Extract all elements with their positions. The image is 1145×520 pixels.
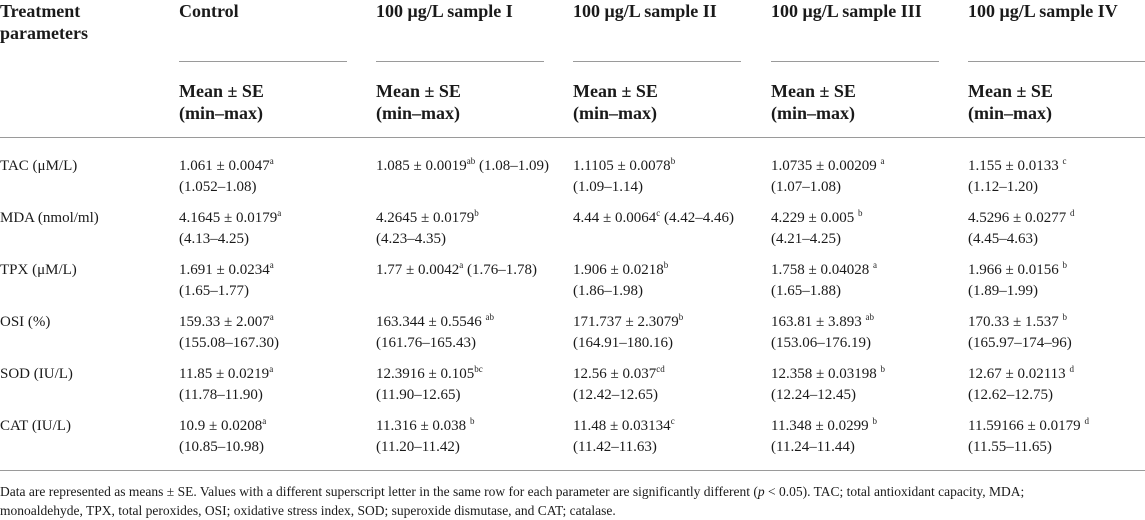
cell-mean: 12.67 ± 0.02113 (968, 366, 1070, 382)
table-cell (771, 208, 961, 250)
cell-mean: 1.906 ± 0.0218 (573, 262, 664, 278)
cell-superscript: b (663, 260, 669, 270)
cell-mean: 1.758 ± 0.04028 (771, 262, 873, 278)
group-underline (573, 61, 741, 62)
table-cell (771, 416, 961, 458)
cell-mean: 1.1105 ± 0.0078 (573, 158, 671, 174)
cell-range: (1.07–1.08) (771, 179, 841, 195)
cell-superscript: b (670, 156, 676, 166)
cell-mean: 4.2645 ± 0.0179 (376, 210, 475, 226)
table-cell (376, 208, 566, 250)
header-group-control: Control (179, 1, 239, 21)
cell-range: (11.20–11.42) (376, 439, 460, 455)
cell-superscript: b (857, 208, 863, 218)
cell-superscript: c (670, 416, 675, 426)
cell-superscript: d (1069, 364, 1074, 374)
table-cell (968, 312, 1145, 354)
cell-superscript: a (880, 156, 885, 166)
cell-range: (4.45–4.63) (968, 231, 1038, 247)
cell-range: (1.65–1.88) (771, 283, 841, 299)
cell-range: (12.42–12.65) (573, 387, 658, 403)
cell-range: (4.13–4.25) (179, 231, 249, 247)
cell-range: (11.78–11.90) (179, 387, 263, 403)
cell-range: (11.55–11.65) (968, 439, 1052, 455)
row-param-label: MDA (nmol/ml) (0, 210, 99, 226)
cell-range: (1.65–1.77) (179, 283, 249, 299)
row-param-label: TPX (μM/L) (0, 262, 77, 278)
cell-mean: 170.33 ± 1.537 (968, 314, 1063, 330)
table-cell (573, 364, 763, 406)
cell-superscript: cd (656, 364, 665, 374)
cell-mean: 12.3916 ± 0.105 (376, 366, 475, 382)
group-underline (968, 61, 1145, 62)
cell-superscript: a (277, 208, 282, 218)
cell-range: (12.24–12.45) (771, 387, 856, 403)
cell-range: (4.21–4.25) (771, 231, 841, 247)
cell-range: (1.12–1.20) (968, 179, 1038, 195)
cell-superscript: a (269, 156, 274, 166)
table-cell (179, 416, 369, 458)
cell-mean: 1.061 ± 0.0047 (179, 158, 270, 174)
cell-mean: 4.229 ± 0.005 (771, 210, 858, 226)
cell-superscript: a (269, 364, 274, 374)
header-group-sample-3: 100 μg/L sample III (771, 1, 922, 21)
row-param-label: TAC (μM/L) (0, 158, 78, 174)
cell-superscript: a (872, 260, 877, 270)
table-cell (573, 260, 763, 302)
table-cell (179, 312, 369, 354)
table-cell (771, 312, 961, 354)
cell-superscript: ab (485, 312, 494, 322)
cell-range: (155.08–167.30) (179, 335, 279, 351)
group-underline (376, 61, 544, 62)
cell-range: (164.91–180.16) (573, 335, 673, 351)
cell-range: (4.23–4.35) (376, 231, 446, 247)
group-underline (179, 61, 347, 62)
row-param-label: CAT (IU/L) (0, 418, 71, 434)
cell-mean: 12.358 ± 0.03198 (771, 366, 881, 382)
cell-superscript: ab (466, 156, 476, 166)
cell-superscript: a (269, 260, 274, 270)
table-cell (376, 416, 566, 458)
table-bottom-rule (0, 470, 1145, 471)
header-group-sample-1: 100 μg/L sample I (376, 1, 513, 21)
cell-mean: 163.81 ± 3.893 (771, 314, 866, 330)
cell-superscript: b (469, 416, 475, 426)
table-cell (573, 416, 763, 458)
cell-mean: 171.737 ± 2.3079 (573, 314, 679, 330)
header-rule (0, 137, 1145, 138)
cell-mean: 11.85 ± 0.0219 (179, 366, 270, 382)
table-cell (376, 312, 566, 354)
cell-superscript: c (656, 208, 661, 218)
cell-range: (165.97–174–96) (968, 335, 1072, 351)
cell-mean: 11.59166 ± 0.0179 (968, 418, 1085, 434)
table-cell (179, 156, 369, 198)
header-params: Treatment parameters (0, 1, 88, 43)
cell-superscript: b (1062, 312, 1067, 322)
cell-mean: 11.48 ± 0.03134 (573, 418, 671, 434)
cell-range: (153.06–176.19) (771, 335, 871, 351)
row-param-label: OSI (%) (0, 314, 51, 330)
cell-mean: 1.085 ± 0.0019 (376, 158, 467, 174)
table-cell (968, 260, 1145, 302)
cell-superscript: d (1084, 416, 1089, 426)
cell-mean: 4.1645 ± 0.0179 (179, 210, 278, 226)
cell-range: (4.42–4.46) (663, 210, 734, 226)
cell-mean: 12.56 ± 0.037 (573, 366, 657, 382)
cell-superscript: a (459, 260, 464, 270)
header-group-sample-2: 100 μg/L sample II (573, 1, 717, 21)
subheader-sample-1: Mean ± SE (min–max) (376, 81, 461, 123)
table-cell (179, 208, 369, 250)
table-cell (771, 260, 961, 302)
table-cell (376, 156, 566, 177)
subheader-sample-4: Mean ± SE (min–max) (968, 81, 1053, 123)
cell-mean: 1.77 ± 0.0042 (376, 262, 460, 278)
cell-range: (1.76–1.78) (466, 262, 537, 278)
cell-superscript: b (474, 208, 479, 218)
cell-range: (10.85–10.98) (179, 439, 264, 455)
subheader-control: Mean ± SE (min–max) (179, 81, 264, 123)
table-cell (179, 364, 369, 406)
table-cell (376, 364, 566, 406)
table-cell (573, 156, 763, 198)
cell-mean: 1.691 ± 0.0234 (179, 262, 270, 278)
group-underline (771, 61, 939, 62)
table-cell (968, 364, 1145, 406)
cell-range: (161.76–165.43) (376, 335, 476, 351)
cell-range: (11.24–11.44) (771, 439, 855, 455)
cell-mean: 163.344 ± 0.5546 (376, 314, 486, 330)
cell-superscript: c (1062, 156, 1067, 166)
cell-mean: 159.33 ± 2.007 (179, 314, 270, 330)
cell-range: (1.09–1.14) (573, 179, 643, 195)
cell-mean: 1.155 ± 0.0133 (968, 158, 1063, 174)
table-cell (179, 260, 369, 302)
header-group-sample-4: 100 μg/L sample IV (968, 1, 1118, 21)
cell-superscript: b (678, 312, 684, 322)
cell-mean: 11.316 ± 0.038 (376, 418, 470, 434)
table-cell (771, 156, 961, 198)
table-cell (573, 312, 763, 354)
cell-superscript: d (1069, 208, 1075, 218)
cell-range: (11.90–12.65) (376, 387, 461, 403)
table-cell (771, 364, 961, 406)
table-cell (968, 156, 1145, 198)
cell-superscript: a (269, 312, 274, 322)
cell-superscript: b (872, 416, 877, 426)
cell-mean: 1.966 ± 0.0156 (968, 262, 1063, 278)
table-footnote: Data are represented as means ± SE. Values with a different superscript letter in the same row for each parameter are significantly different (p < 0.05). TAC; total antioxidant capacity, MDA; monoaldehyde, TPX, total peroxides, OSI; oxidative stress index, SOD; superoxide dismutase, and CAT; catalase. (0, 484, 1025, 518)
table-cell (968, 208, 1145, 250)
cell-range: (12.62–12.75) (968, 387, 1053, 403)
cell-range: (1.08–1.09) (478, 158, 549, 174)
cell-mean: 4.44 ± 0.0064 (573, 210, 657, 226)
table-cell (573, 208, 763, 229)
table-cell (376, 260, 566, 281)
cell-mean: 11.348 ± 0.0299 (771, 418, 873, 434)
cell-range: (11.42–11.63) (573, 439, 657, 455)
cell-range: (1.89–1.99) (968, 283, 1038, 299)
cell-mean: 10.9 ± 0.0208 (179, 418, 263, 434)
cell-superscript: b (880, 364, 885, 374)
cell-range: (1.052–1.08) (179, 179, 257, 195)
cell-range: (1.86–1.98) (573, 283, 643, 299)
cell-superscript: bc (474, 364, 483, 374)
cell-mean: 4.5296 ± 0.0277 (968, 210, 1070, 226)
subheader-sample-3: Mean ± SE (min–max) (771, 81, 856, 123)
cell-superscript: a (262, 416, 267, 426)
table-cell (968, 416, 1145, 458)
cell-superscript: ab (865, 312, 874, 322)
row-param-label: SOD (IU/L) (0, 366, 73, 382)
cell-superscript: b (1062, 260, 1067, 270)
subheader-sample-2: Mean ± SE (min–max) (573, 81, 658, 123)
cell-mean: 1.0735 ± 0.00209 (771, 158, 881, 174)
